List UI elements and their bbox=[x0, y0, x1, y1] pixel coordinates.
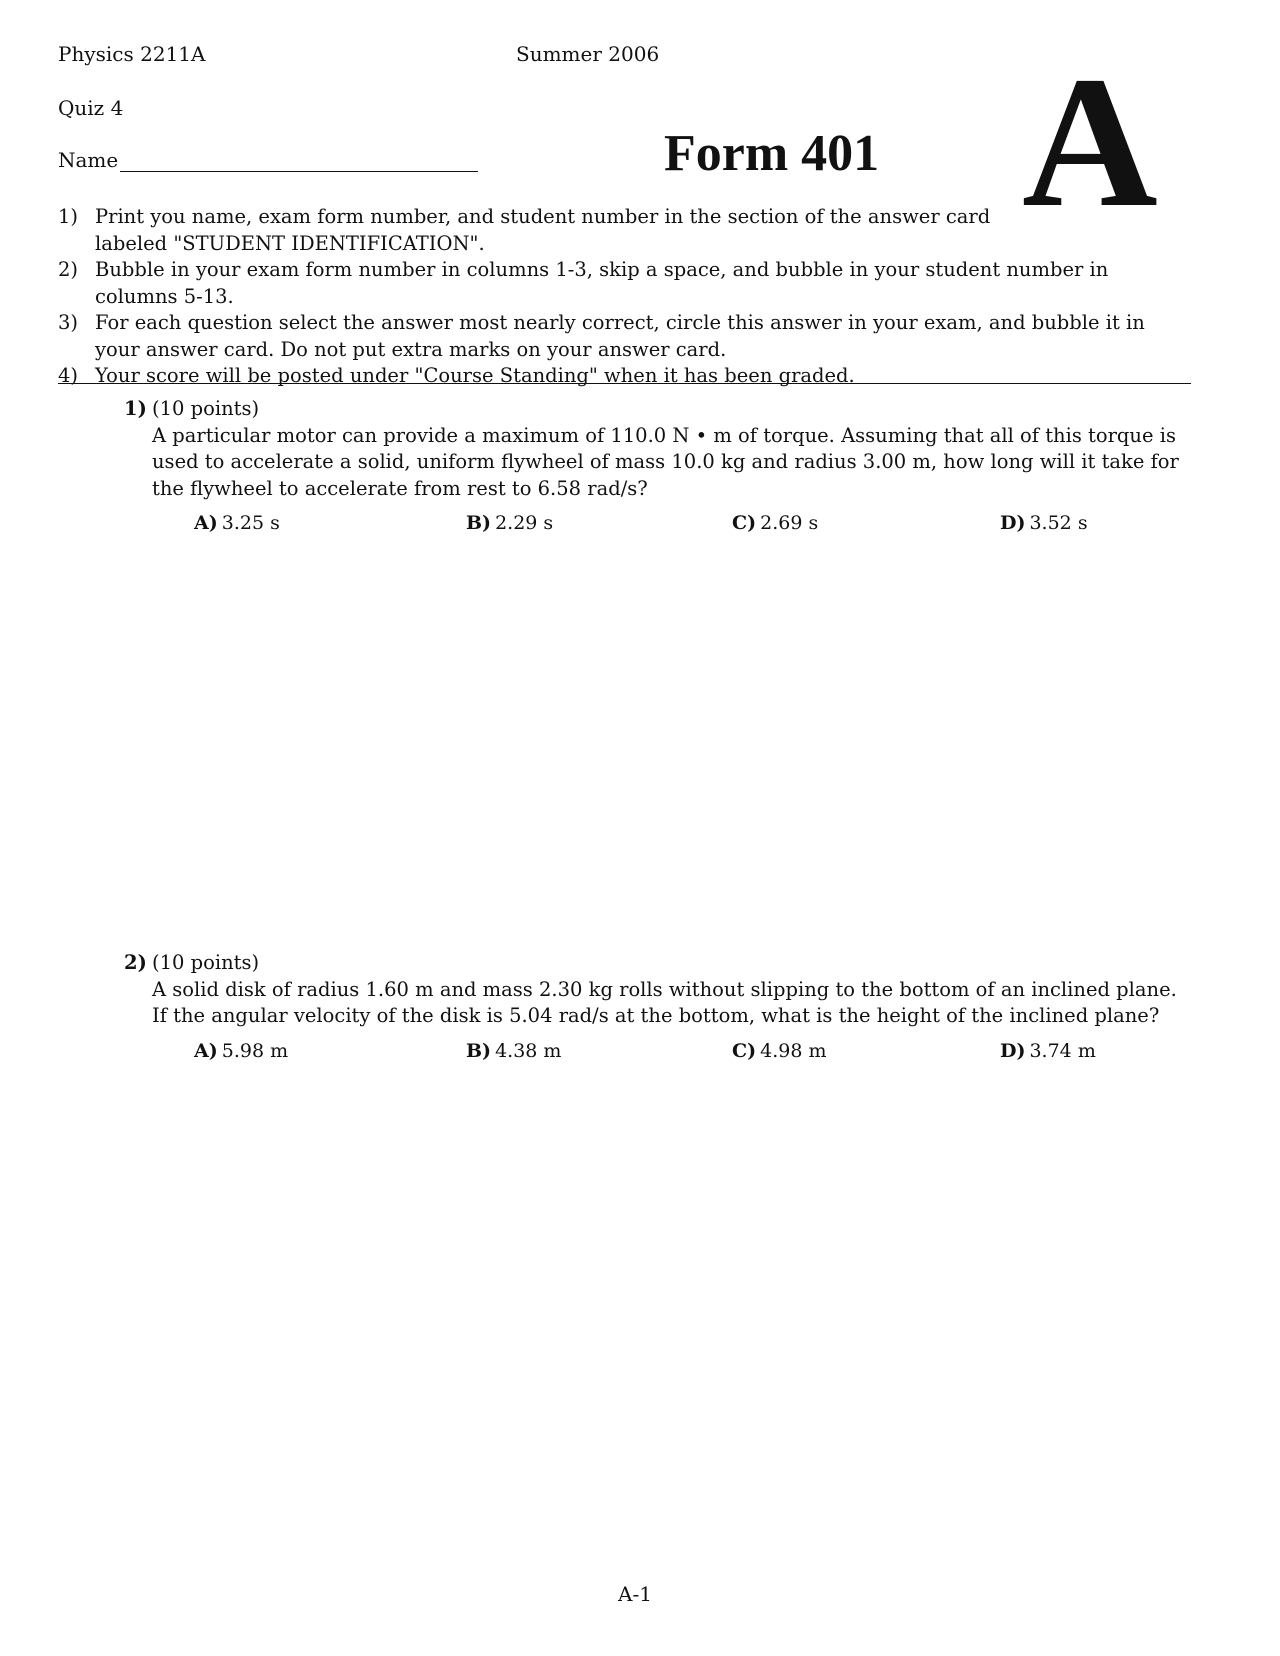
instruction-item bbox=[58, 310, 1178, 363]
form-title: Form 401 bbox=[664, 125, 880, 182]
choice-a[interactable]: A) 5.98 m bbox=[194, 1039, 289, 1062]
question-2 bbox=[124, 950, 1184, 1068]
course-title: Physics 2211A bbox=[58, 42, 206, 66]
instruction-item bbox=[58, 204, 1178, 257]
choice-d[interactable]: D) 3.74 m bbox=[1000, 1039, 1096, 1062]
question-text: A solid disk of radius 1.60 m and mass 2.30 kg rolls without slipping to the bottom of an inclined plane. If the angular velocity of the disk is 5.04 rad/s at the bottom, what is the height of the inclined plane? bbox=[152, 977, 1177, 1027]
instruction-item bbox=[58, 257, 1178, 310]
form-letter: A bbox=[1022, 37, 1158, 246]
choice-b[interactable]: B) 4.38 m bbox=[466, 1039, 562, 1062]
choice-b[interactable]: B) 2.29 s bbox=[466, 512, 554, 534]
name-field-row bbox=[58, 148, 478, 172]
question-text: A particular motor can provide a maximum of 110.0 N • m of torque. Assuming that all of this torque is used to accelerate a solid, uniform flywheel of mass 10.0 kg and radius 3.00 m, how long will it take for the flywheel to accelerate from rest to 6.58 rad/s? bbox=[152, 423, 1179, 500]
choice-c[interactable]: C) 2.69 s bbox=[732, 512, 819, 534]
instruction-item bbox=[58, 363, 1178, 390]
name-blank-line bbox=[120, 151, 478, 172]
choice-a[interactable]: A) 3.25 s bbox=[194, 512, 280, 534]
question-points: (10 points) bbox=[152, 397, 260, 420]
answer-choices bbox=[152, 1038, 1184, 1068]
instruction-number: 2) bbox=[58, 258, 79, 281]
choice-c[interactable]: C) 4.98 m bbox=[732, 1039, 827, 1062]
instruction-number: 4) bbox=[58, 364, 79, 387]
choice-d[interactable]: D) 3.52 s bbox=[1000, 512, 1088, 534]
name-label: Name bbox=[58, 148, 119, 172]
instruction-text: For each question select the answer most nearly correct, circle this answer in your exam, and bubble it in your answer card. Do not put extra marks on your answer card. bbox=[95, 311, 1145, 361]
instruction-text: Print you name, exam form number, and student number in the section of the answer card labeled "STUDENT IDENTIFICATION". bbox=[95, 205, 991, 255]
instructions-list bbox=[58, 204, 1178, 390]
section-divider bbox=[58, 383, 1191, 384]
instruction-number: 1) bbox=[58, 205, 79, 228]
question-1 bbox=[124, 396, 1184, 540]
instruction-text: Bubble in your exam form number in columns 1-3, skip a space, and bubble in your student number in columns 5-13. bbox=[95, 258, 1109, 308]
question-number: 1) bbox=[124, 397, 147, 420]
question-points: (10 points) bbox=[152, 951, 260, 974]
page-number: A-1 bbox=[618, 1582, 652, 1606]
answer-choices bbox=[152, 510, 1184, 540]
instruction-number: 3) bbox=[58, 311, 79, 334]
term-label: Summer 2006 bbox=[516, 42, 660, 66]
quiz-label: Quiz 4 bbox=[58, 96, 124, 120]
question-number: 2) bbox=[124, 951, 147, 974]
instruction-text: Your score will be posted under "Course Standing" when it has been graded. bbox=[95, 364, 855, 387]
